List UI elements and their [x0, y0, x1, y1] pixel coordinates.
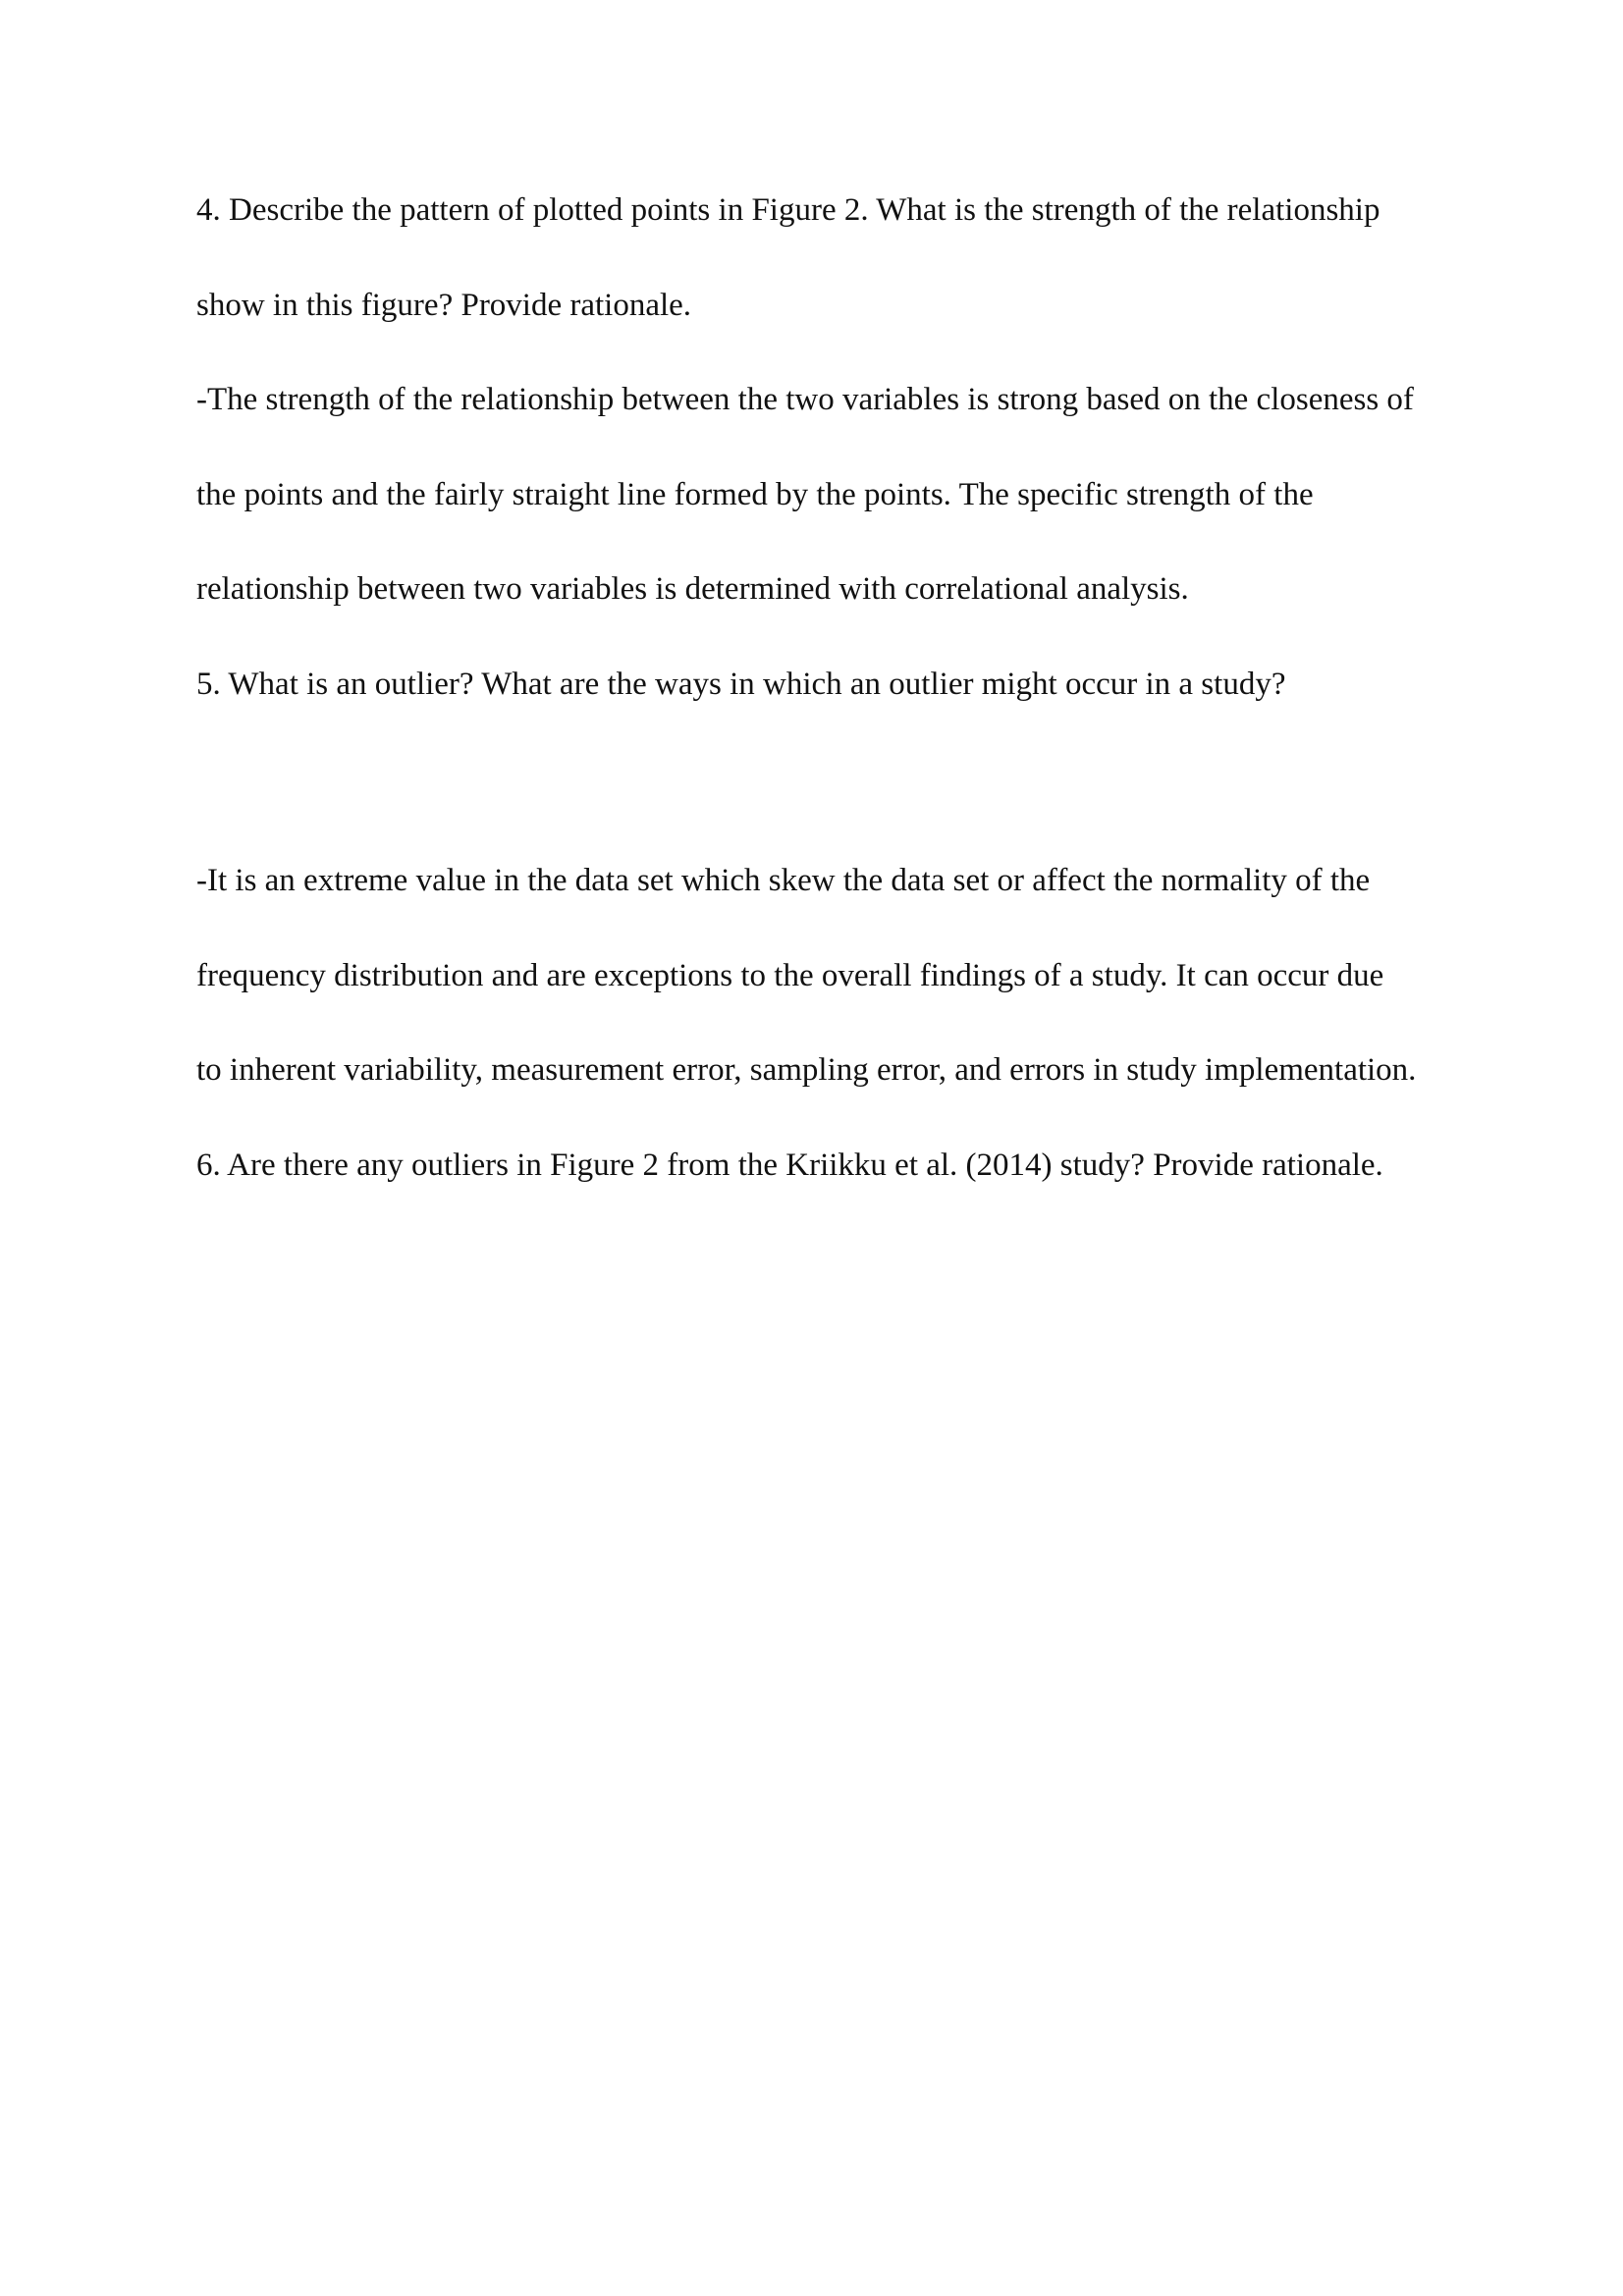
blank-spacer — [196, 755, 1443, 857]
question-4-line-2: show in this figure? Provide rationale. — [196, 287, 692, 323]
answer-5-line-3: to inherent variability, measurement error, sampling error, and errors in study implementation. — [196, 1052, 1417, 1088]
answer-4-line-1: -The strength of the relationship between the two variables is strong based on the closeness of — [196, 382, 1414, 417]
question-5-line-1: 5. What is an outlier? What are the ways in which an outlier might occur in a study? — [196, 666, 1286, 702]
answer-5-line-1: -It is an extreme value in the data set which skew the data set or affect the normality of the — [196, 863, 1371, 898]
answer-5-line-2: frequency distribution and are exceptions to the overall findings of a study. It can occur due — [196, 957, 1384, 993]
question-6-line-1: 6. Are there any outliers in Figure 2 from the Kriikku et al. (2014) study? Provide rationale. — [196, 1147, 1383, 1183]
question-4-line-1: 4. Describe the pattern of plotted points in Figure 2. What is the strength of the relationship — [196, 192, 1380, 228]
answer-4-line-3: relationship between two variables is determined with correlational analysis. — [196, 571, 1189, 607]
document-body — [196, 187, 1443, 1236]
answer-4-line-2: the points and the fairly straight line formed by the points. The specific strength of the — [196, 476, 1314, 512]
